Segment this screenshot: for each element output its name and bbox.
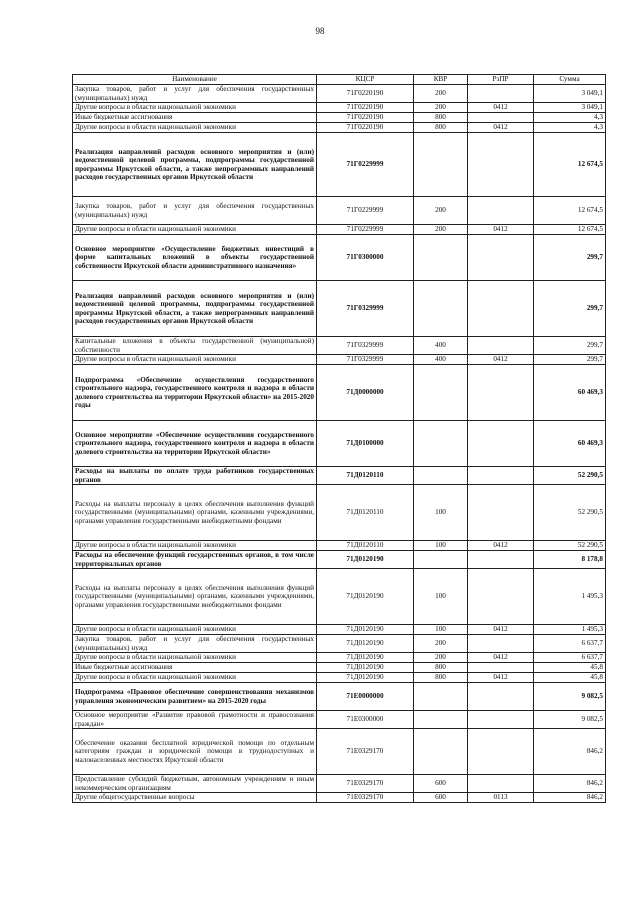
row-rzpr	[468, 281, 534, 337]
row-sum: 846,2	[534, 793, 606, 803]
table-row	[73, 85, 606, 103]
row-sum: 6 637,7	[534, 653, 606, 663]
row-name: Расходы на обеспечение функций государственных органов, в том числе территориальных органов	[73, 551, 317, 569]
header-kcsr: КЦСР	[317, 75, 414, 85]
row-kvr	[414, 711, 468, 729]
row-sum: 299,7	[534, 281, 606, 337]
row-rzpr	[468, 775, 534, 793]
row-kvr	[414, 551, 468, 569]
header-kvr: КВР	[414, 75, 468, 85]
row-name: Расходы на выплаты по оплате труда работников государственных органов	[73, 467, 317, 485]
row-rzpr	[468, 729, 534, 775]
row-name: Расходы на выплаты персоналу в целях обеспечения выполнения функций государственными (муниципальными) органами, казенными учреждениями, органами управления государственными внебюджетными фондами	[73, 569, 317, 625]
table-row	[73, 541, 606, 551]
row-kvr	[414, 281, 468, 337]
row-name: Подпрограмма «Обеспечение осуществления государственного строительного надзора, государственного контроля и надзора в области долевого строительства на территории Иркутской области» на 2015-2020 годы	[73, 365, 317, 421]
row-name: Другие вопросы в области национальной экономики	[73, 653, 317, 663]
row-kcsr: 71Г0300000	[317, 235, 414, 281]
row-rzpr	[468, 133, 534, 197]
row-kvr: 100	[414, 569, 468, 625]
row-sum: 3 049,1	[534, 85, 606, 103]
row-kvr: 800	[414, 673, 468, 683]
row-name: Иные бюджетные ассигнования	[73, 113, 317, 123]
row-kcsr: 71Г0220190	[317, 123, 414, 133]
row-sum: 299,7	[534, 337, 606, 355]
row-kcsr: 71Г0229999	[317, 133, 414, 197]
row-name: Другие вопросы в области национальной экономики	[73, 355, 317, 365]
row-name: Основное мероприятие «Развитие правовой грамотности и правосознания граждан»	[73, 711, 317, 729]
row-kvr: 800	[414, 123, 468, 133]
row-rzpr: 0412	[468, 355, 534, 365]
row-kcsr: 71Г0229999	[317, 225, 414, 235]
row-kvr	[414, 235, 468, 281]
table-row	[73, 569, 606, 625]
header-sum: Сумма	[534, 75, 606, 85]
row-name: Реализация направлений расходов основного мероприятия и (или) ведомственной целевой программы, подпрограммы государственной программы Иркутской области, а также непрограммных направлений расходов государственных органов Иркутской области	[73, 133, 317, 197]
header-name: Наименование	[73, 75, 317, 85]
row-kvr: 200	[414, 103, 468, 113]
table-row	[73, 197, 606, 225]
row-rzpr: 0412	[468, 673, 534, 683]
row-kvr: 200	[414, 635, 468, 653]
row-sum: 9 082,5	[534, 683, 606, 711]
table-header	[73, 75, 606, 85]
row-sum: 45,8	[534, 663, 606, 673]
row-sum: 60 469,3	[534, 421, 606, 467]
row-sum: 1 495,3	[534, 569, 606, 625]
row-kvr: 200	[414, 653, 468, 663]
row-kvr	[414, 365, 468, 421]
table-row	[73, 365, 606, 421]
table-row	[73, 635, 606, 653]
row-sum: 1 495,3	[534, 625, 606, 635]
row-kcsr: 71Е0300000	[317, 711, 414, 729]
row-kcsr: 71Д0000000	[317, 365, 414, 421]
row-kcsr: 71Д0120190	[317, 635, 414, 653]
row-name: Расходы на выплаты персоналу в целях обеспечения выполнения функций государственными (муниципальными) органами, казенными учреждениями, органами управления государственными внебюджетными фондами	[73, 485, 317, 541]
row-kvr: 100	[414, 485, 468, 541]
row-kvr	[414, 729, 468, 775]
row-sum: 4,3	[534, 123, 606, 133]
row-kcsr: 71Д0120190	[317, 625, 414, 635]
row-kcsr: 71Д0100000	[317, 421, 414, 467]
row-kcsr: 71Г0220190	[317, 113, 414, 123]
row-sum: 12 674,5	[534, 197, 606, 225]
row-rzpr: 0412	[468, 103, 534, 113]
row-kcsr: 71Г0220190	[317, 85, 414, 103]
row-kcsr: 71Д0120190	[317, 673, 414, 683]
row-kcsr: 71Г0220190	[317, 103, 414, 113]
row-rzpr	[468, 683, 534, 711]
row-name: Другие вопросы в области национальной экономики	[73, 541, 317, 551]
row-kcsr: 71Д0120190	[317, 653, 414, 663]
row-kvr: 100	[414, 625, 468, 635]
row-kcsr: 71Е0329170	[317, 793, 414, 803]
table-row	[73, 793, 606, 803]
row-rzpr	[468, 235, 534, 281]
row-name: Основное мероприятие «Обеспечение осуществления государственного строительного надзора, государственного контроля и надзора в области долевого строительства на территории Иркутской области»	[73, 421, 317, 467]
row-rzpr	[468, 113, 534, 123]
row-name: Иные бюджетные ассигнования	[73, 663, 317, 673]
table-row	[73, 485, 606, 541]
row-name: Основное мероприятие «Осуществление бюджетных инвестиций в форме капитальных вложений в объекты государственной собственности Иркутской области административного назначения»	[73, 235, 317, 281]
row-sum: 52 290,5	[534, 467, 606, 485]
row-kcsr: 71Д0120110	[317, 541, 414, 551]
row-name: Реализация направлений расходов основного мероприятия и (или) ведомственной целевой программы, подпрограммы государственной программы Иркутской области, а также непрограммных направлений расходов государственных органов Иркутской области	[73, 281, 317, 337]
row-rzpr	[468, 421, 534, 467]
row-sum: 299,7	[534, 355, 606, 365]
table-row	[73, 625, 606, 635]
row-rzpr	[468, 337, 534, 355]
table-row	[73, 337, 606, 355]
row-name: Другие вопросы в области национальной экономики	[73, 225, 317, 235]
row-rzpr: 0412	[468, 225, 534, 235]
row-rzpr	[468, 467, 534, 485]
table-row	[73, 729, 606, 775]
row-name: Закупка товаров, работ и услуг для обеспечения государственных (муниципальных) нужд	[73, 85, 317, 103]
row-kcsr: 71Д0120190	[317, 569, 414, 625]
row-rzpr: 0113	[468, 793, 534, 803]
row-kvr	[414, 467, 468, 485]
row-rzpr: 0412	[468, 541, 534, 551]
table-row	[73, 235, 606, 281]
row-kcsr: 71Г0329999	[317, 281, 414, 337]
row-kcsr: 71Г0329999	[317, 355, 414, 365]
row-kvr: 800	[414, 663, 468, 673]
row-kcsr: 71Д0120190	[317, 663, 414, 673]
row-rzpr	[468, 197, 534, 225]
table-row	[73, 683, 606, 711]
row-sum: 45,8	[534, 673, 606, 683]
row-kvr: 600	[414, 793, 468, 803]
table-row	[73, 775, 606, 793]
row-sum: 3 049,1	[534, 103, 606, 113]
table-row	[73, 711, 606, 729]
row-kvr: 400	[414, 337, 468, 355]
table-row	[73, 281, 606, 337]
row-kvr	[414, 683, 468, 711]
row-name: Предоставление субсидий бюджетным, автономным учреждениям и иным некоммерческим организациям	[73, 775, 317, 793]
row-sum: 52 290,5	[534, 485, 606, 541]
row-name: Другие вопросы в области национальной экономики	[73, 123, 317, 133]
row-kcsr: 71Г0329999	[317, 337, 414, 355]
row-sum: 9 082,5	[534, 711, 606, 729]
row-kcsr: 71Е0329170	[317, 775, 414, 793]
row-kvr: 800	[414, 113, 468, 123]
row-rzpr	[468, 635, 534, 653]
table-row	[73, 663, 606, 673]
row-name: Капитальные вложения в объекты государственной (муниципальной) собственности	[73, 337, 317, 355]
row-kvr: 200	[414, 197, 468, 225]
table-row	[73, 421, 606, 467]
row-name: Подпрограмма «Правовое обеспечение совершенствования механизмов управления экономическим развитием» на 2015-2020 годы	[73, 683, 317, 711]
row-kcsr: 71Е0329170	[317, 729, 414, 775]
row-kcsr: 71Е0000000	[317, 683, 414, 711]
row-sum: 8 178,8	[534, 551, 606, 569]
row-rzpr: 0412	[468, 653, 534, 663]
table-row	[73, 113, 606, 123]
row-kcsr: 71Д0120190	[317, 551, 414, 569]
table-row	[73, 225, 606, 235]
row-sum: 4,3	[534, 113, 606, 123]
row-name: Другие общегосударственные вопросы	[73, 793, 317, 803]
row-rzpr	[468, 485, 534, 541]
row-rzpr	[468, 551, 534, 569]
row-sum: 846,2	[534, 775, 606, 793]
row-kcsr: 71Д0120110	[317, 467, 414, 485]
row-name: Другие вопросы в области национальной экономики	[73, 103, 317, 113]
row-name: Другие вопросы в области национальной экономики	[73, 625, 317, 635]
row-rzpr: 0412	[468, 123, 534, 133]
table-row	[73, 551, 606, 569]
table-row	[73, 103, 606, 113]
row-name: Обеспечение оказания бесплатной юридической помощи по отдельным категориям граждан и юридической помощи в труднодоступных и малонаселенных местностях Иркутской области	[73, 729, 317, 775]
table-row	[73, 123, 606, 133]
table-row	[73, 355, 606, 365]
row-sum: 846,2	[534, 729, 606, 775]
row-kvr: 400	[414, 355, 468, 365]
row-rzpr	[468, 365, 534, 421]
table-row	[73, 673, 606, 683]
row-name: Закупка товаров, работ и услуг для обеспечения государственных (муниципальных) нужд	[73, 635, 317, 653]
table-row	[73, 653, 606, 663]
row-rzpr	[468, 85, 534, 103]
row-rzpr	[468, 663, 534, 673]
row-sum: 299,7	[534, 235, 606, 281]
row-rzpr	[468, 711, 534, 729]
table-row	[73, 467, 606, 485]
row-kcsr: 71Д0120110	[317, 485, 414, 541]
row-kcsr: 71Г0229999	[317, 197, 414, 225]
row-sum: 60 469,3	[534, 365, 606, 421]
row-rzpr	[468, 569, 534, 625]
table-row	[73, 133, 606, 197]
row-rzpr: 0412	[468, 625, 534, 635]
row-kvr: 200	[414, 85, 468, 103]
row-sum: 12 674,5	[534, 225, 606, 235]
row-name: Другие вопросы в области национальной экономики	[73, 673, 317, 683]
budget-table	[72, 74, 606, 803]
row-sum: 6 637,7	[534, 635, 606, 653]
row-sum: 12 674,5	[534, 133, 606, 197]
row-kvr: 600	[414, 775, 468, 793]
row-kvr: 200	[414, 225, 468, 235]
row-sum: 52 290,5	[534, 541, 606, 551]
row-kvr: 100	[414, 541, 468, 551]
header-rzpr: РзПР	[468, 75, 534, 85]
row-kvr	[414, 133, 468, 197]
row-kvr	[414, 421, 468, 467]
row-name: Закупка товаров, работ и услуг для обеспечения государственных (муниципальных) нужд	[73, 197, 317, 225]
page-number: 98	[315, 26, 325, 36]
